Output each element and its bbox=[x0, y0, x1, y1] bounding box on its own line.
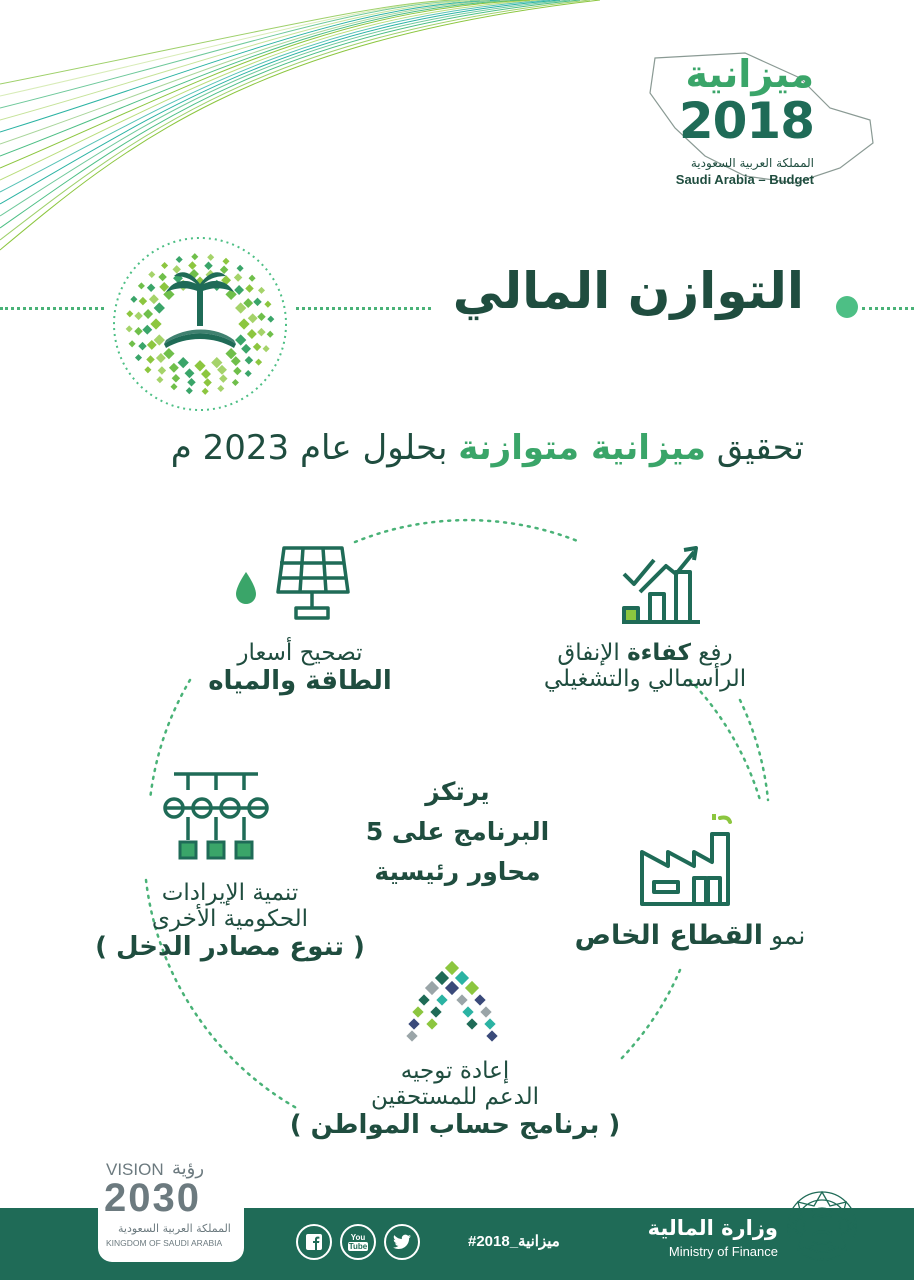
hashtag-label: #ميزانية_2018 bbox=[468, 1233, 560, 1250]
pillar-revenue-line1: تنمية الإيرادات bbox=[161, 880, 299, 906]
pillar-efficiency bbox=[520, 640, 770, 692]
title-bullet-dot bbox=[836, 296, 858, 318]
twitter-icon bbox=[393, 1234, 411, 1250]
budget-logo-subtitle-ar: المملكة العربية السعودية bbox=[690, 156, 814, 170]
center-line1: يرتكز bbox=[425, 777, 490, 806]
ministry-emblem-icon bbox=[784, 1188, 860, 1264]
ministry-name-en: Ministry of Finance bbox=[668, 1244, 778, 1259]
vision-year: 2030 bbox=[104, 1176, 201, 1220]
pillar-subsidy-line1: إعادة توجيه bbox=[400, 1058, 510, 1084]
palm-swords-emblem-icon bbox=[104, 236, 296, 412]
pillar-subsidy-line3: ( برنامج حساب المواطن ) bbox=[289, 1110, 621, 1140]
center-line3: محاور رئيسية bbox=[374, 857, 541, 886]
pillar-efficiency-line2: الرأسمالي والتشغيلي bbox=[543, 666, 747, 692]
ministry-name-ar: وزارة المالية bbox=[647, 1216, 778, 1240]
pillar-revenue-line2: الحكومية الأخرى bbox=[151, 906, 309, 932]
pillar-energy-line2: الطاقة والمياه bbox=[208, 666, 392, 696]
title-dotted-line bbox=[0, 307, 104, 310]
center-statement bbox=[350, 772, 565, 892]
facebook-link[interactable] bbox=[296, 1224, 332, 1260]
pillar-energy-line1: تصحيح أسعار bbox=[237, 640, 363, 666]
youtube-label-2: Tube bbox=[348, 1242, 368, 1251]
pillar-revenue-line3: ( تنوع مصادر الدخل ) bbox=[95, 932, 365, 962]
pillar-private-line1 bbox=[540, 920, 840, 951]
citizen-account-logo-icon bbox=[402, 960, 502, 1046]
pillar-private-pre: نمو bbox=[763, 921, 806, 950]
title-dotted-line bbox=[296, 307, 431, 310]
title-dotted-line bbox=[862, 307, 914, 310]
page-title: التوازن المالي bbox=[452, 262, 804, 320]
budget-logo-year: 2018 bbox=[678, 92, 814, 150]
facebook-icon bbox=[305, 1233, 323, 1251]
subtitle-post: بحلول عام 2023 م bbox=[170, 428, 459, 468]
decorative-waves bbox=[0, 0, 600, 260]
youtube-icon bbox=[348, 1233, 369, 1251]
bar-chart-growth-icon bbox=[620, 538, 702, 626]
pillar-private-bold: القطاع الخاص bbox=[574, 920, 764, 951]
subtitle-pre: تحقيق bbox=[705, 428, 804, 468]
pillar-efficiency-post: الإنفاق bbox=[557, 640, 628, 666]
pillar-private-sector bbox=[540, 920, 840, 951]
vision-word-ar: رؤية bbox=[172, 1158, 205, 1179]
network-hierarchy-icon bbox=[160, 770, 272, 868]
center-line2: البرنامج على 5 bbox=[365, 817, 550, 846]
pillar-energy bbox=[180, 640, 420, 696]
budget-logo-title: ميزانية bbox=[685, 52, 814, 96]
pillar-efficiency-line1 bbox=[520, 640, 770, 666]
youtube-label-1: You bbox=[350, 1233, 366, 1242]
vision-subtitle-en: KINGDOM OF SAUDI ARABIA bbox=[106, 1238, 223, 1248]
pillar-subsidy bbox=[255, 1058, 655, 1140]
pillar-efficiency-bold: كفاءة bbox=[627, 640, 691, 666]
solar-panel-water-drop-icon bbox=[232, 544, 352, 622]
pillar-subsidy-line2: الدعم للمستحقين bbox=[370, 1084, 540, 1110]
vision-word: VISION bbox=[106, 1160, 164, 1179]
pillar-efficiency-pre: رفع bbox=[690, 640, 733, 666]
youtube-link[interactable] bbox=[340, 1224, 376, 1260]
subtitle-accent: ميزانية متوازنة bbox=[458, 428, 706, 468]
factory-icon bbox=[638, 812, 738, 912]
vision-subtitle-ar: المملكة العربية السعودية bbox=[118, 1222, 231, 1235]
twitter-link[interactable] bbox=[384, 1224, 420, 1260]
pillar-revenue bbox=[60, 880, 400, 962]
page-subtitle bbox=[171, 428, 804, 468]
budget-logo-subtitle-en: Saudi Arabia – Budget bbox=[675, 172, 814, 187]
